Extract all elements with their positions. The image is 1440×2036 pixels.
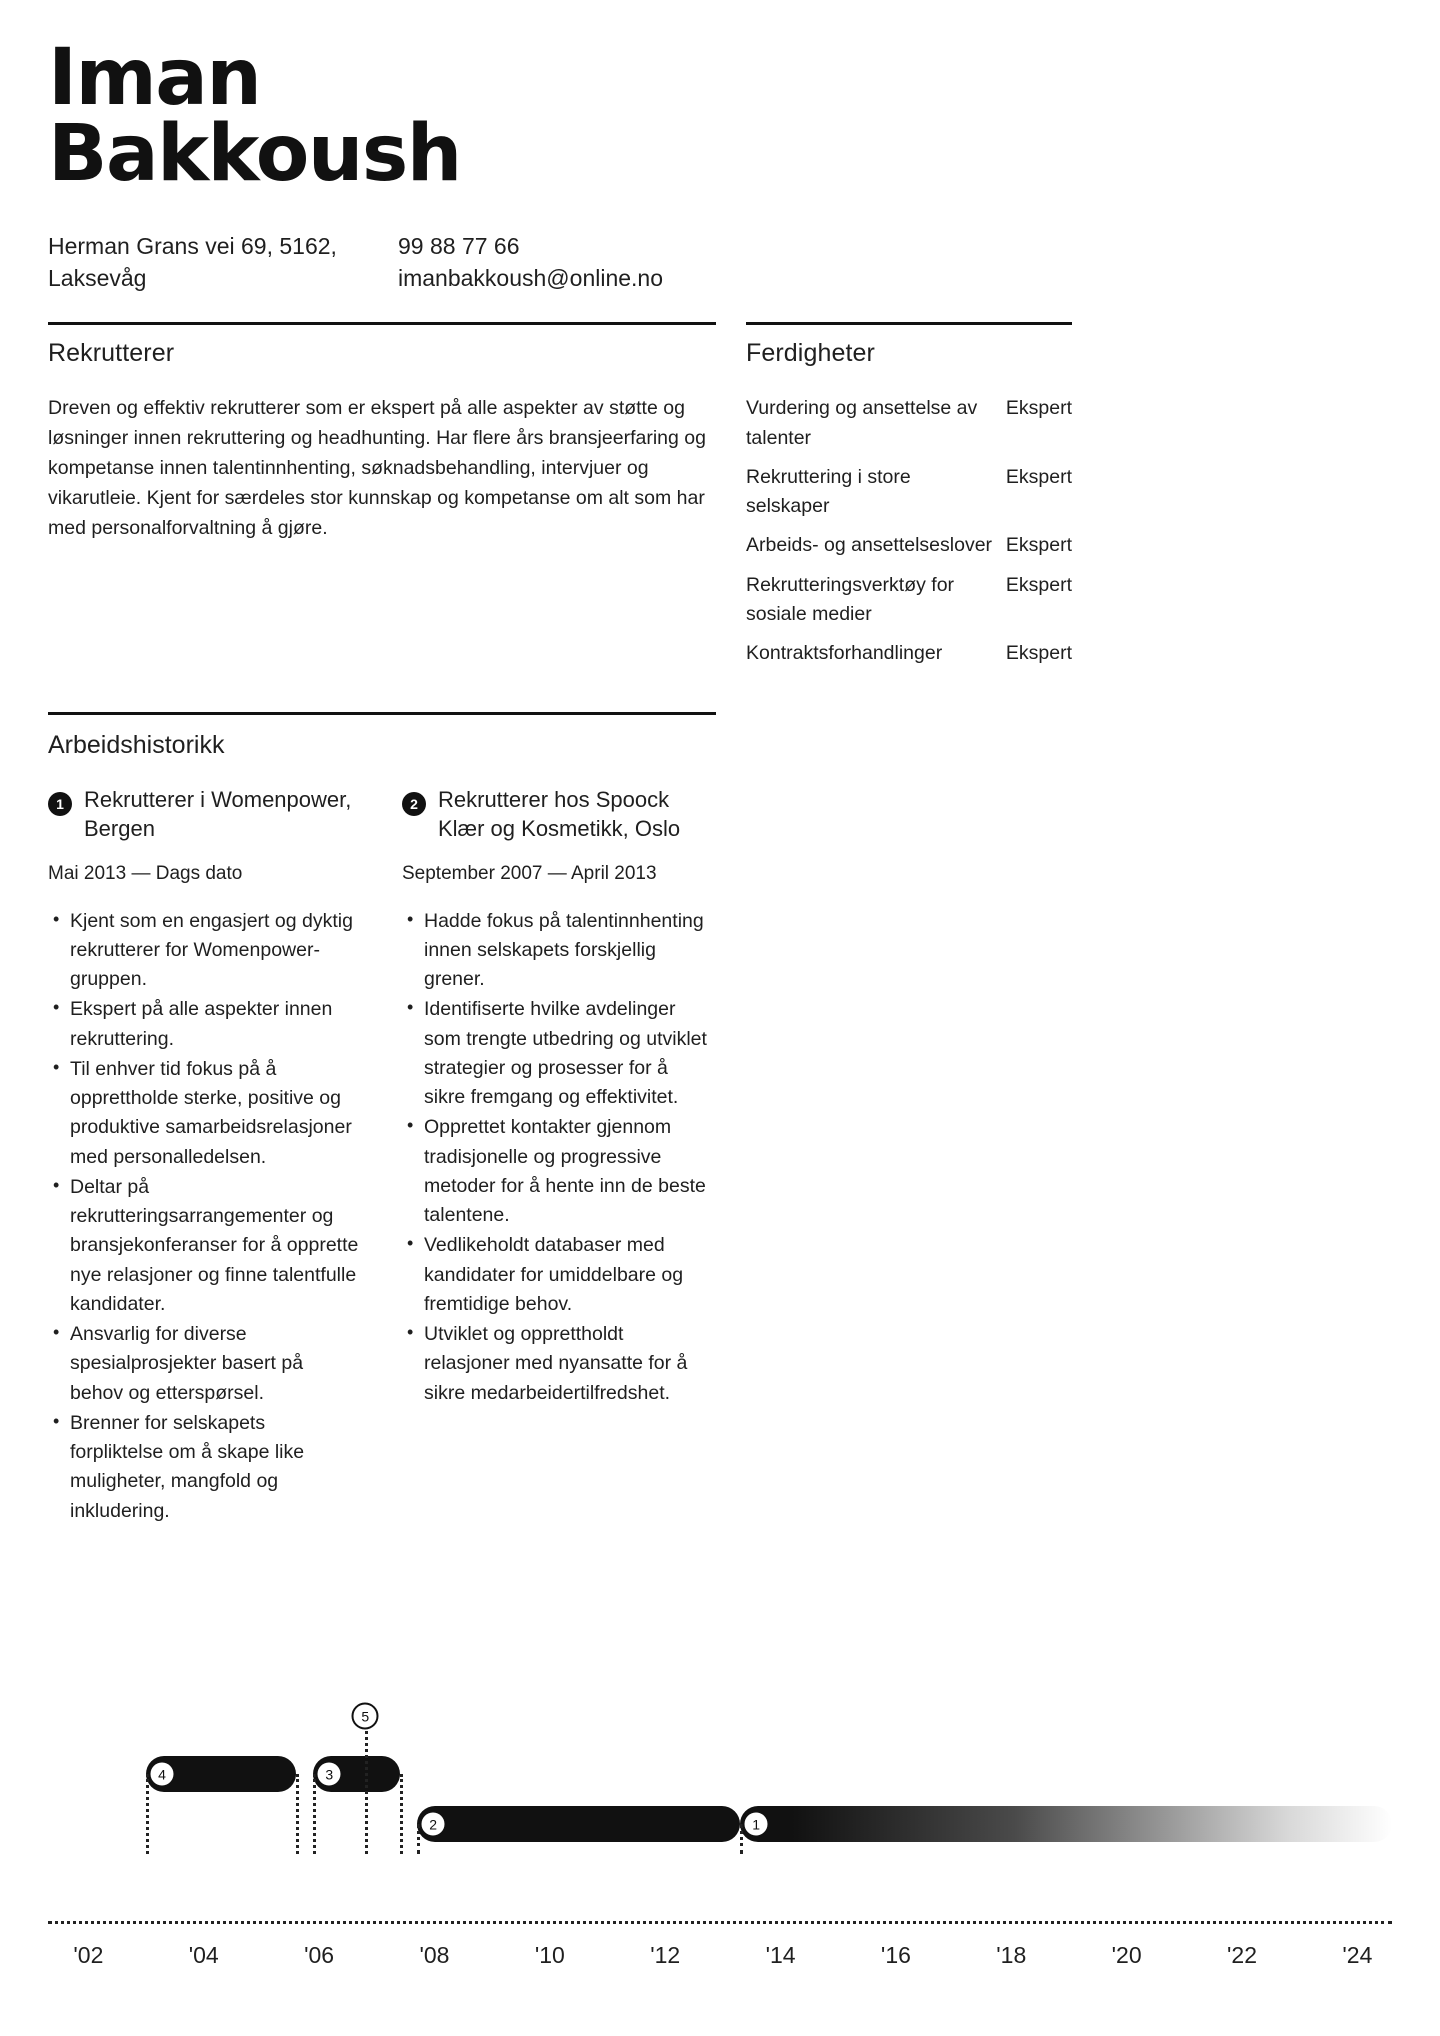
timeline-tick-label: '24 (1342, 1942, 1373, 1968)
job-bullet: • Kjent som en engasjert og dyktig rekrutterer for Womenpower-gruppen. (70, 907, 360, 995)
timeline-tick-label: '22 (1227, 1942, 1258, 1968)
job-bullet: • Hadde fokus på talentinnhenting innen selskapets forskjellig grener. (424, 907, 714, 995)
job-title: Rekrutterer hos Spoock Klær og Kosmetikk, Oslo (438, 787, 681, 841)
skills-title: Ferdigheter (746, 339, 875, 368)
work-history-section (48, 712, 1392, 1527)
profile-summary: Dreven og effektiv rekrutterer som er ekspert på alle aspekter av støtte og løsninger innen rekruttering og headhunting. Har flere års bransjeerfaring og kompetanse innen talentinnhenting, søknadsbehandling, intervjuer og vikarutleie. Kjent for særdeles stor kunnskap og kompetanse om alt som har med personalforvaltning å gjøre. (48, 397, 706, 539)
skill-item (746, 394, 1072, 453)
timeline-tick-label: '20 (1111, 1942, 1142, 1968)
last-name: Bakkoush (48, 109, 461, 200)
skill-level: Ekspert (1005, 465, 1072, 488)
phone-number[interactable]: 99 88 77 66 (398, 232, 520, 259)
work-history-title: Arbeidshistorikk (48, 731, 225, 760)
job-entry (402, 786, 714, 1527)
job-bullet: • Til enhver tid fokus på å opprettholde sterke, positive og produktive samarbeidsrelasjoner med personalledelsen. (70, 1055, 360, 1172)
job-dates: Mai 2013 — Dags dato (48, 862, 243, 884)
timeline-drop-line (146, 1774, 149, 1854)
timeline-tick-label: '08 (419, 1942, 450, 1968)
profile-skills-row (48, 322, 1392, 678)
job-header (402, 786, 714, 842)
timeline-tick-label: '16 (880, 1942, 911, 1968)
job-bullet: • Deltar på rekrutteringsarrangementer og bransjekonferanser for å opprette nye relasjoner og finne talentfulle kandidater. (70, 1173, 360, 1319)
skill-level: Ekspert (1005, 534, 1072, 557)
job-entry (48, 786, 360, 1527)
timeline-bar (740, 1806, 1392, 1842)
timeline-bar (417, 1806, 740, 1842)
skill-name: Rekrutteringsverktøy for sosiale medier (746, 573, 955, 625)
timeline-tick-label: '06 (304, 1942, 335, 1968)
contact-row (48, 231, 1392, 294)
timeline-bar-marker: 1 (743, 1811, 770, 1838)
address-line-2: Laksevåg (48, 264, 147, 291)
job-title: Rekrutterer i Womenpower, Bergen (84, 787, 352, 841)
timeline-plot-area (48, 1694, 1392, 1924)
job-bullet: • Ekspert på alle aspekter innen rekruttering. (70, 995, 360, 1054)
career-timeline-chart (48, 1694, 1392, 1994)
skill-name: Arbeids- og ansettelseslover (746, 534, 993, 557)
job-header (48, 786, 360, 842)
profile-title: Rekrutterer (48, 339, 175, 368)
timeline-tick-label: '12 (650, 1942, 681, 1968)
skills-list (746, 394, 1072, 668)
timeline-axis-line (48, 1921, 1392, 1924)
name-block (48, 0, 1392, 200)
timeline-drop-line (296, 1774, 299, 1854)
timeline-tick-label: '14 (765, 1942, 796, 1968)
profile-divider (48, 322, 716, 325)
skill-level: Ekspert (1005, 397, 1072, 420)
timeline-bar-marker: 3 (316, 1761, 343, 1788)
job-bullet: • Utviklet og opprettholdt relasjoner med nyansatte for å sikre medarbeidertilfredshet. (424, 1320, 714, 1408)
skill-item (746, 531, 1072, 560)
skill-name: Kontraktsforhandlinger (746, 642, 943, 665)
skill-item (746, 463, 1072, 522)
skill-name: Vurdering og ansettelse av talenter (746, 397, 978, 449)
skill-name: Rekruttering i store selskaper (746, 465, 911, 518)
work-history-divider (48, 712, 716, 715)
timeline-drop-line (313, 1774, 316, 1854)
profile-column (48, 322, 716, 678)
timeline-tick-label: '02 (73, 1942, 104, 1968)
job-bullet: • Vedlikeholdt databaser med kandidater for umiddelbare og fremtidige behov. (424, 1231, 714, 1319)
timeline-drop-line (365, 1726, 368, 1854)
job-bullet-list (48, 907, 360, 1526)
skills-column (746, 322, 1072, 678)
email-address[interactable]: imanbakkoush@online.no (398, 264, 664, 291)
job-number-badge: 1 (48, 792, 72, 816)
timeline-point-marker: 5 (352, 1703, 379, 1730)
address-block (48, 231, 398, 294)
jobs-row (48, 786, 1392, 1527)
address-line-1: Herman Grans vei 69, 5162, (48, 232, 337, 259)
timeline-drop-line (400, 1774, 403, 1854)
job-bullet: • Opprettet kontakter gjennom tradisjonelle og progressive metoder for å hente inn de beste talentene. (424, 1113, 714, 1230)
skill-item (746, 571, 1072, 630)
job-dates: September 2007 — April 2013 (402, 862, 657, 884)
timeline-bar-marker: 2 (420, 1811, 447, 1838)
contact-details-block (398, 231, 818, 294)
job-bullet: • Brenner for selskapets forpliktelse om å skape like muligheter, mangfold og inkludering. (70, 1409, 360, 1526)
job-bullet: • Ansvarlig for diverse spesialprosjekter basert på behov og etterspørsel. (70, 1320, 360, 1408)
skills-divider (746, 322, 1072, 325)
timeline-tick-label: '10 (534, 1942, 565, 1968)
job-number-badge: 2 (402, 792, 426, 816)
timeline-tick-label: '18 (996, 1942, 1027, 1968)
job-bullet: • Identifiserte hvilke avdelinger som trengte utbedring og utviklet strategier og prosesser for å sikre fremgang og effektivitet. (424, 995, 714, 1112)
first-name: Iman (48, 33, 261, 123)
timeline-bar-marker: 4 (149, 1761, 176, 1788)
skill-level: Ekspert (1005, 573, 1072, 596)
timeline-tick-label: '04 (188, 1942, 219, 1968)
skill-item (746, 639, 1072, 668)
timeline-axis-labels (48, 1942, 1392, 1982)
skill-level: Ekspert (1005, 642, 1072, 665)
job-bullet-list (402, 907, 714, 1408)
